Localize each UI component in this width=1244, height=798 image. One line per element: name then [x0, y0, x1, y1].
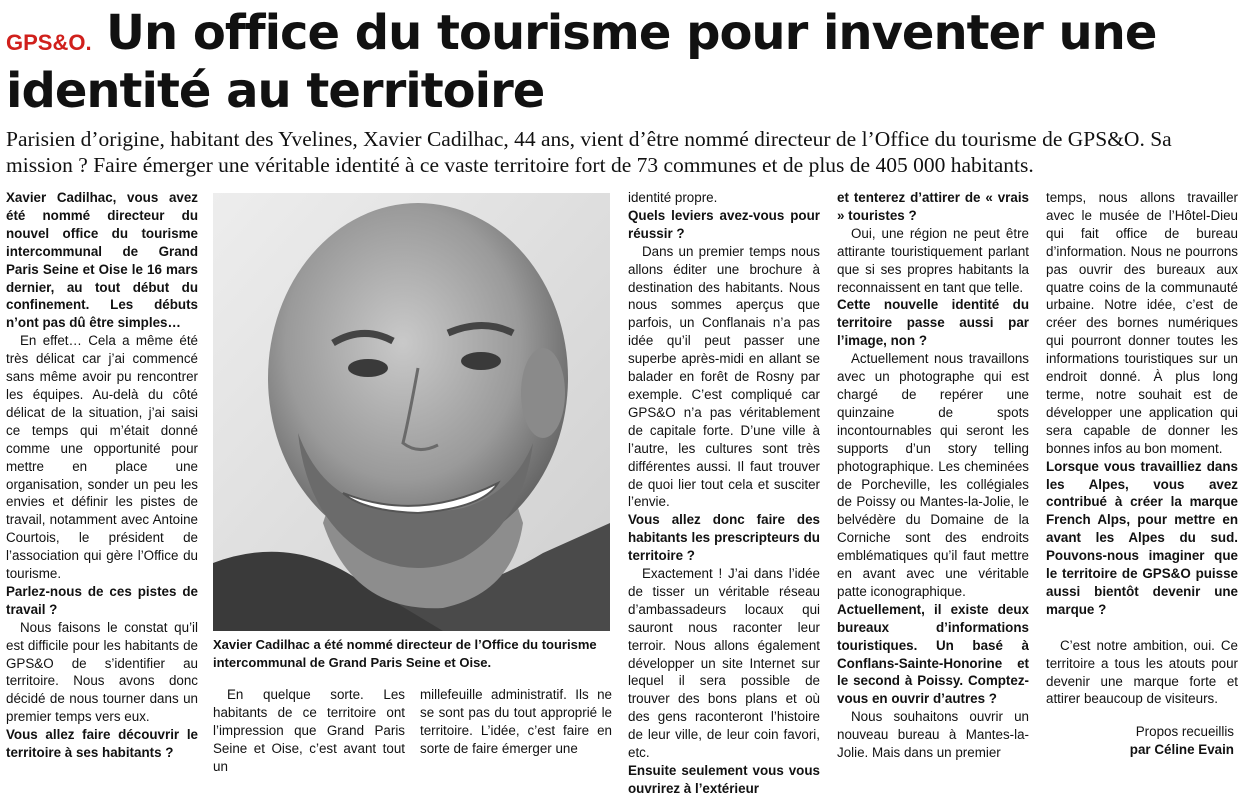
question-6-part-1: Ensuite seulement vous vous ouvrirez à l’extérieur	[628, 763, 820, 796]
answer-7: Actuellement nous travaillons avec un photographe qui est chargé de repérer une quinzaine de spots incontournables qui seront les supports d’un story telling photographique. Les cheminées de Porcheville, les collégiales de Poissy ou Mantes-la-Jolie, le belvédère du Domaine de la Corniche sont des endroits emblématiques qu’il faut mettre en avant avec une véritable patte iconographique.	[837, 351, 1029, 599]
question-3: Vous allez faire découvrir le territoire à ses habitants ?	[6, 727, 198, 761]
question-4: Quels leviers avez-vous pour réussir ?	[628, 207, 820, 241]
section-kicker: GPS&O.	[6, 30, 92, 55]
question-6-part-2: et tenterez d’attirer de « vrais » touristes ?	[837, 190, 1029, 223]
answer-3-part-2: millefeuille administratif. Ils ne se sont pas du tout approprié le territoire. L’idée, c’est faire en sorte de faire émerger une	[420, 687, 612, 756]
column-2-right	[420, 686, 612, 758]
byline	[1046, 723, 1234, 759]
question-8: Actuellement, il existe deux bureaux d’informations touristiques. Un basé à Conflans-Sainte-Honorine et le second à Poissy. Comptez-vous en ouvrir d’autres ?	[837, 601, 1029, 707]
column-1	[6, 189, 198, 762]
question-5: Vous allez donc faire des habitants les prescripteurs du territoire ?	[628, 512, 820, 564]
byline-label: Propos recueillis	[1135, 724, 1234, 739]
portrait-illustration	[213, 193, 610, 631]
column-3	[628, 189, 820, 798]
answer-2: Nous faisons le constat qu’il est difficile pour les habitants de GPS&O de s’identifier au territoire. Nous avons donc décidé de nous tourner dans un premier temps vers eux.	[6, 619, 198, 725]
column-4	[837, 189, 1029, 762]
byline-author: par Céline Evain	[1129, 742, 1234, 757]
answer-3-part-1: En quelque sorte. Les habitants de ce territoire ont l’impression que Grand Paris Seine et Oise, c’est avant tout un	[213, 687, 405, 774]
headline	[6, 4, 1236, 120]
question-7: Cette nouvelle identité du territoire passe aussi par l’image, non ?	[837, 297, 1029, 349]
answer-3-end: identité propre.	[628, 190, 718, 205]
question-2: Parlez-nous de ces pistes de travail ?	[6, 583, 198, 617]
answer-8-part-1: Nous souhaitons ouvrir un nouveau bureau à Mantes-la-Jolie. Mais dans un premier	[837, 709, 1029, 761]
column-2-left	[213, 686, 405, 776]
answer-4: Dans un premier temps nous allons éditer une brochure à destination des habitants. Nous nous sommes aperçus que parfois, un Conflanais n’a pas idée qu’il peut passer une superbe après-midi en allant se balader en forêt de Rosny par exemple. C’est compliqué car GPS&O n’a pas véritablement de capitale forte. D’une ville à l’autre, les cultures sont très différentes aussi. Il faut trouver de quoi lier tout cela et susciter l’envie.	[628, 243, 820, 510]
photo-caption: Xavier Cadilhac a été nommé directeur de l’Office du tourisme intercommunal de Grand Paris Seine et Oise.	[213, 637, 597, 670]
column-5	[1046, 189, 1238, 708]
headline-text: Un office du tourisme pour inventer une identité au territoire	[6, 5, 1157, 119]
answer-9: C’est notre ambition, oui. Ce territoire a tous les atouts pour devenir une marque forte et attirer beaucoup de visiteurs.	[1046, 637, 1238, 707]
answer-1: En effet… Cela a même été très délicat car j’ai commencé sans même avoir pu rencontrer les équipes. Au-delà du côté délicat de la situation, j’ai saisi ce temps qui m’était donné comme une opportunité pour mettre en place une organisation, sonder un peu les envies et définir les pistes de travail, notamment avec Antoine Courtois, le président de l’association qui gère l’Office du tourisme.	[6, 333, 198, 582]
answer-6: Oui, une région ne peut être attirante touristiquement parlant que si ses propres habitants la reconnaissent en tant que telle.	[837, 225, 1029, 295]
answer-5: Exactement ! J’ai dans l’idée de tisser un véritable réseau d’ambassadeurs locaux qui sauront nous raconter leur terroir. Nous allons également développer un site Internet sur lequel il sera possible de trouver des bons plans et où des gens raconteront l’histoire de leur ville, de leur coin favori, etc.	[628, 566, 820, 761]
question-1: Xavier Cadilhac, vous avez été nommé directeur du nouvel office du tourisme intercommunal de Grand Paris Seine et Oise le 16 mars dernier, au tout début du confinement. Les débuts n’ont pas dû être simples…	[6, 190, 198, 331]
answer-8-part-2: temps, nous allons travailler avec le musée de l’Hôtel-Dieu qui fait office de bureau d’information. Nous ne pourrons pas ouvrir des bureaux aux quatre coins de la communauté urbaine. Notre idée, c’est de créer des bornes numériques qui pourront donner toutes les informations touristiques sur un endroit donné. À plus long terme, notre souhait est de développer une application qui sera capable de donner les bonnes infos au bon moment.	[1046, 190, 1238, 456]
question-9: Lorsque vous travailliez dans les Alpes, vous avez contribué à créer la marque French Alps, pour mettre en avant les Alpes du sud. Pouvons-nous imaginer que le territoire de GPS&O puisse aussi bientôt devenir une marque ?	[1046, 458, 1238, 617]
lead-paragraph: Parisien d’origine, habitant des Yvelines, Xavier Cadilhac, 44 ans, vient d’être nommé directeur de l’Office du tourisme de GPS&O. Sa mission ? Faire émerger une véritable identité à ce vaste territoire fort de 73 communes et de plus de 405 000 habitants.	[6, 127, 1172, 177]
portrait-photo	[213, 193, 610, 631]
